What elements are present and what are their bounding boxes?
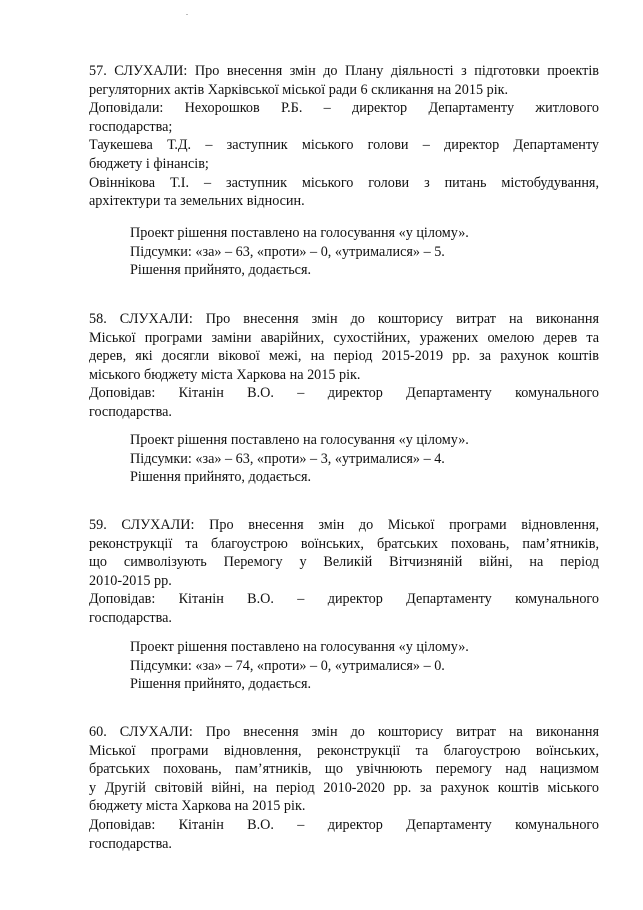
item-line: Міської програми відновлення, реконструкції та благоустрою воїнських, <box>89 742 599 759</box>
item-line: бюджету і фінансів; <box>89 155 209 172</box>
vote-line: Підсумки: «за» – 63, «проти» – 0, «утрималися» – 5. <box>130 243 445 260</box>
item-line: господарства; <box>89 118 173 135</box>
item-line: Таукешева Т.Д. – заступник міського голови – директор Департаменту <box>89 137 599 154</box>
vote-line: Підсумки: «за» – 74, «проти» – 0, «утрималися» – 0. <box>130 657 445 674</box>
vote-line: Рішення прийнято, додається. <box>130 469 312 486</box>
vote-line: Проект рішення поставлено на голосування «у цілому». <box>130 225 469 241</box>
agenda-item-59 <box>89 516 599 628</box>
item-line: 2010-2015 рр. <box>89 572 172 589</box>
item-line: господарства. <box>89 835 172 852</box>
item-line: міського бюджету міста Харкова на 2015 рік. <box>89 366 361 383</box>
item-line: бюджету міста Харкова на 2015 рік. <box>89 798 306 815</box>
item-line: Доповідав: Кітанін В.О. – директор Департаменту комунального <box>89 816 599 833</box>
item-line: Міської програми заміни аварійних, сухостійних, уражених омелою дерев та <box>89 329 599 346</box>
item-line: Доповідав: Кітанін В.О. – директор Департаменту комунального <box>89 385 599 402</box>
item-line: 57. СЛУХАЛИ: Про внесення змін до Плану діяльності з підготовки проектів <box>89 63 599 79</box>
item-line: 58. СЛУХАЛИ: Про внесення змін до кошторису витрат на виконання <box>89 311 599 327</box>
item-line: господарства. <box>89 609 172 626</box>
item-line: 59. СЛУХАЛИ: Про внесення змін до Міської програми відновлення, <box>89 517 599 533</box>
item-line: 60. СЛУХАЛИ: Про внесення змін до кошторису витрат на виконання <box>89 724 599 740</box>
vote-line: Рішення прийнято, додається. <box>130 262 312 279</box>
item-line: регуляторних актів Харківської міської ради 6 скликання на 2015 рік. <box>89 81 509 98</box>
item-line: дерев, які досягли вікової межі, на період 2015-2019 рр. за рахунок коштів <box>89 348 599 365</box>
item-line: архітектури та земельних відносин. <box>89 193 305 210</box>
vote-line: Проект рішення поставлено на голосування «у цілому». <box>130 639 469 655</box>
item-line: Овіннікова Т.І. – заступник міського голови з питань містобудування, <box>89 174 599 191</box>
item-line: реконструкції та благоустрою воїнських, братських поховань, пам’ятників, <box>89 535 599 552</box>
item-line: Доповідали: Нехорошков Р.Б. – директор Департаменту житлового <box>89 100 599 117</box>
item-line: що символізують Перемогу у Великій Вітчизняній війні, на період <box>89 554 599 571</box>
vote-block-57 <box>130 224 600 280</box>
agenda-item-57 <box>89 62 599 211</box>
agenda-item-58 <box>89 310 599 422</box>
item-line: у Другій світовій війні, на період 2010-2020 рр. за рахунок коштів міського <box>89 779 599 796</box>
agenda-item-60 <box>89 723 599 853</box>
vote-line: Проект рішення поставлено на голосування «у цілому». <box>130 432 469 448</box>
vote-block-58 <box>130 431 600 487</box>
vote-line: Підсумки: «за» – 63, «проти» – 3, «утрималися» – 4. <box>130 450 445 467</box>
vote-line: Рішення прийнято, додається. <box>130 676 312 693</box>
item-line: Доповідав: Кітанін В.О. – директор Департаменту комунального <box>89 591 599 608</box>
scan-speck <box>186 14 188 15</box>
vote-block-59 <box>130 638 600 694</box>
item-line: братських поховань, пам’ятників, що увічнюють перемогу над нацизмом <box>89 761 599 778</box>
item-line: господарства. <box>89 403 172 420</box>
